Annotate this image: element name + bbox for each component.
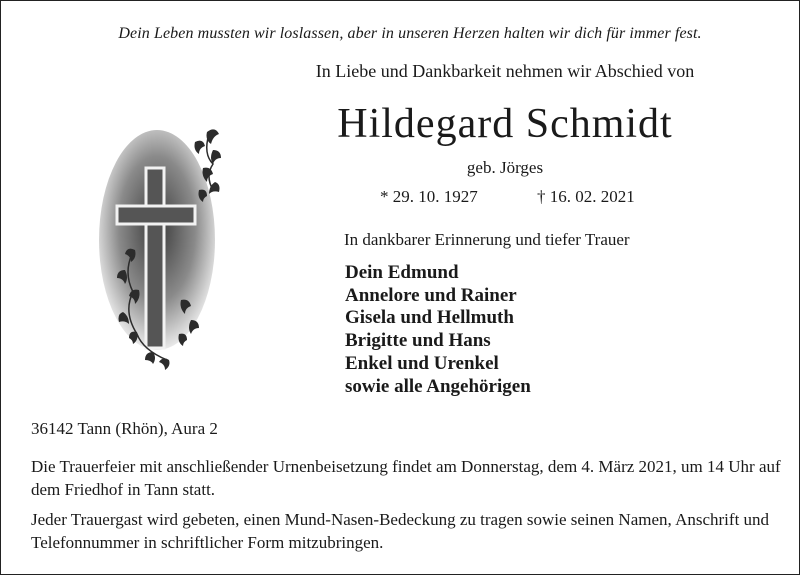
mourner-name: Enkel und Urenkel (345, 352, 499, 374)
mourner-name: Annelore und Rainer (345, 284, 517, 306)
motto: Dein Leben mussten wir loslassen, aber in unseren Herzen halten wir dich für immer fest. (118, 25, 702, 42)
mourner-name: Dein Edmund (345, 262, 459, 283)
mourner-name: Brigitte und Hans (345, 330, 491, 352)
cross-with-ivy-icon (95, 120, 225, 380)
mourner-name: Gisela und Hellmuth (345, 307, 514, 329)
mourning-line: In dankbarer Erinnerung und tiefer Trauer (344, 230, 630, 249)
deceased-name: Hildegard Schmidt (337, 101, 673, 147)
mourner-name: sowie alle Angehörigen (345, 375, 531, 397)
address: 36142 Tann (Rhön), Aura 2 (31, 419, 218, 438)
ceremony-notice: Die Trauerfeier mit anschließender Urnenbeisetzung findet am Donnerstag, dem 4. März 2021, um 14 Uhr auf dem Friedhof in Tann statt. (31, 457, 781, 499)
mask-request-notice: Jeder Trauergast wird gebeten, einen Mund-Nasen-Bedeckung zu tragen sowie seinen Namen, Anschrift und Telefonnummer in schriftlicher Form mitzubringen. (31, 510, 770, 552)
death-date: † 16. 02. 2021 (537, 187, 635, 206)
birth-date: * 29. 10. 1927 (380, 187, 478, 206)
birth-name: geb. Jörges (466, 158, 544, 177)
mourners-list (345, 262, 531, 398)
intro-line: In Liebe und Dankbarkeit nehmen wir Abschied von (315, 61, 695, 81)
